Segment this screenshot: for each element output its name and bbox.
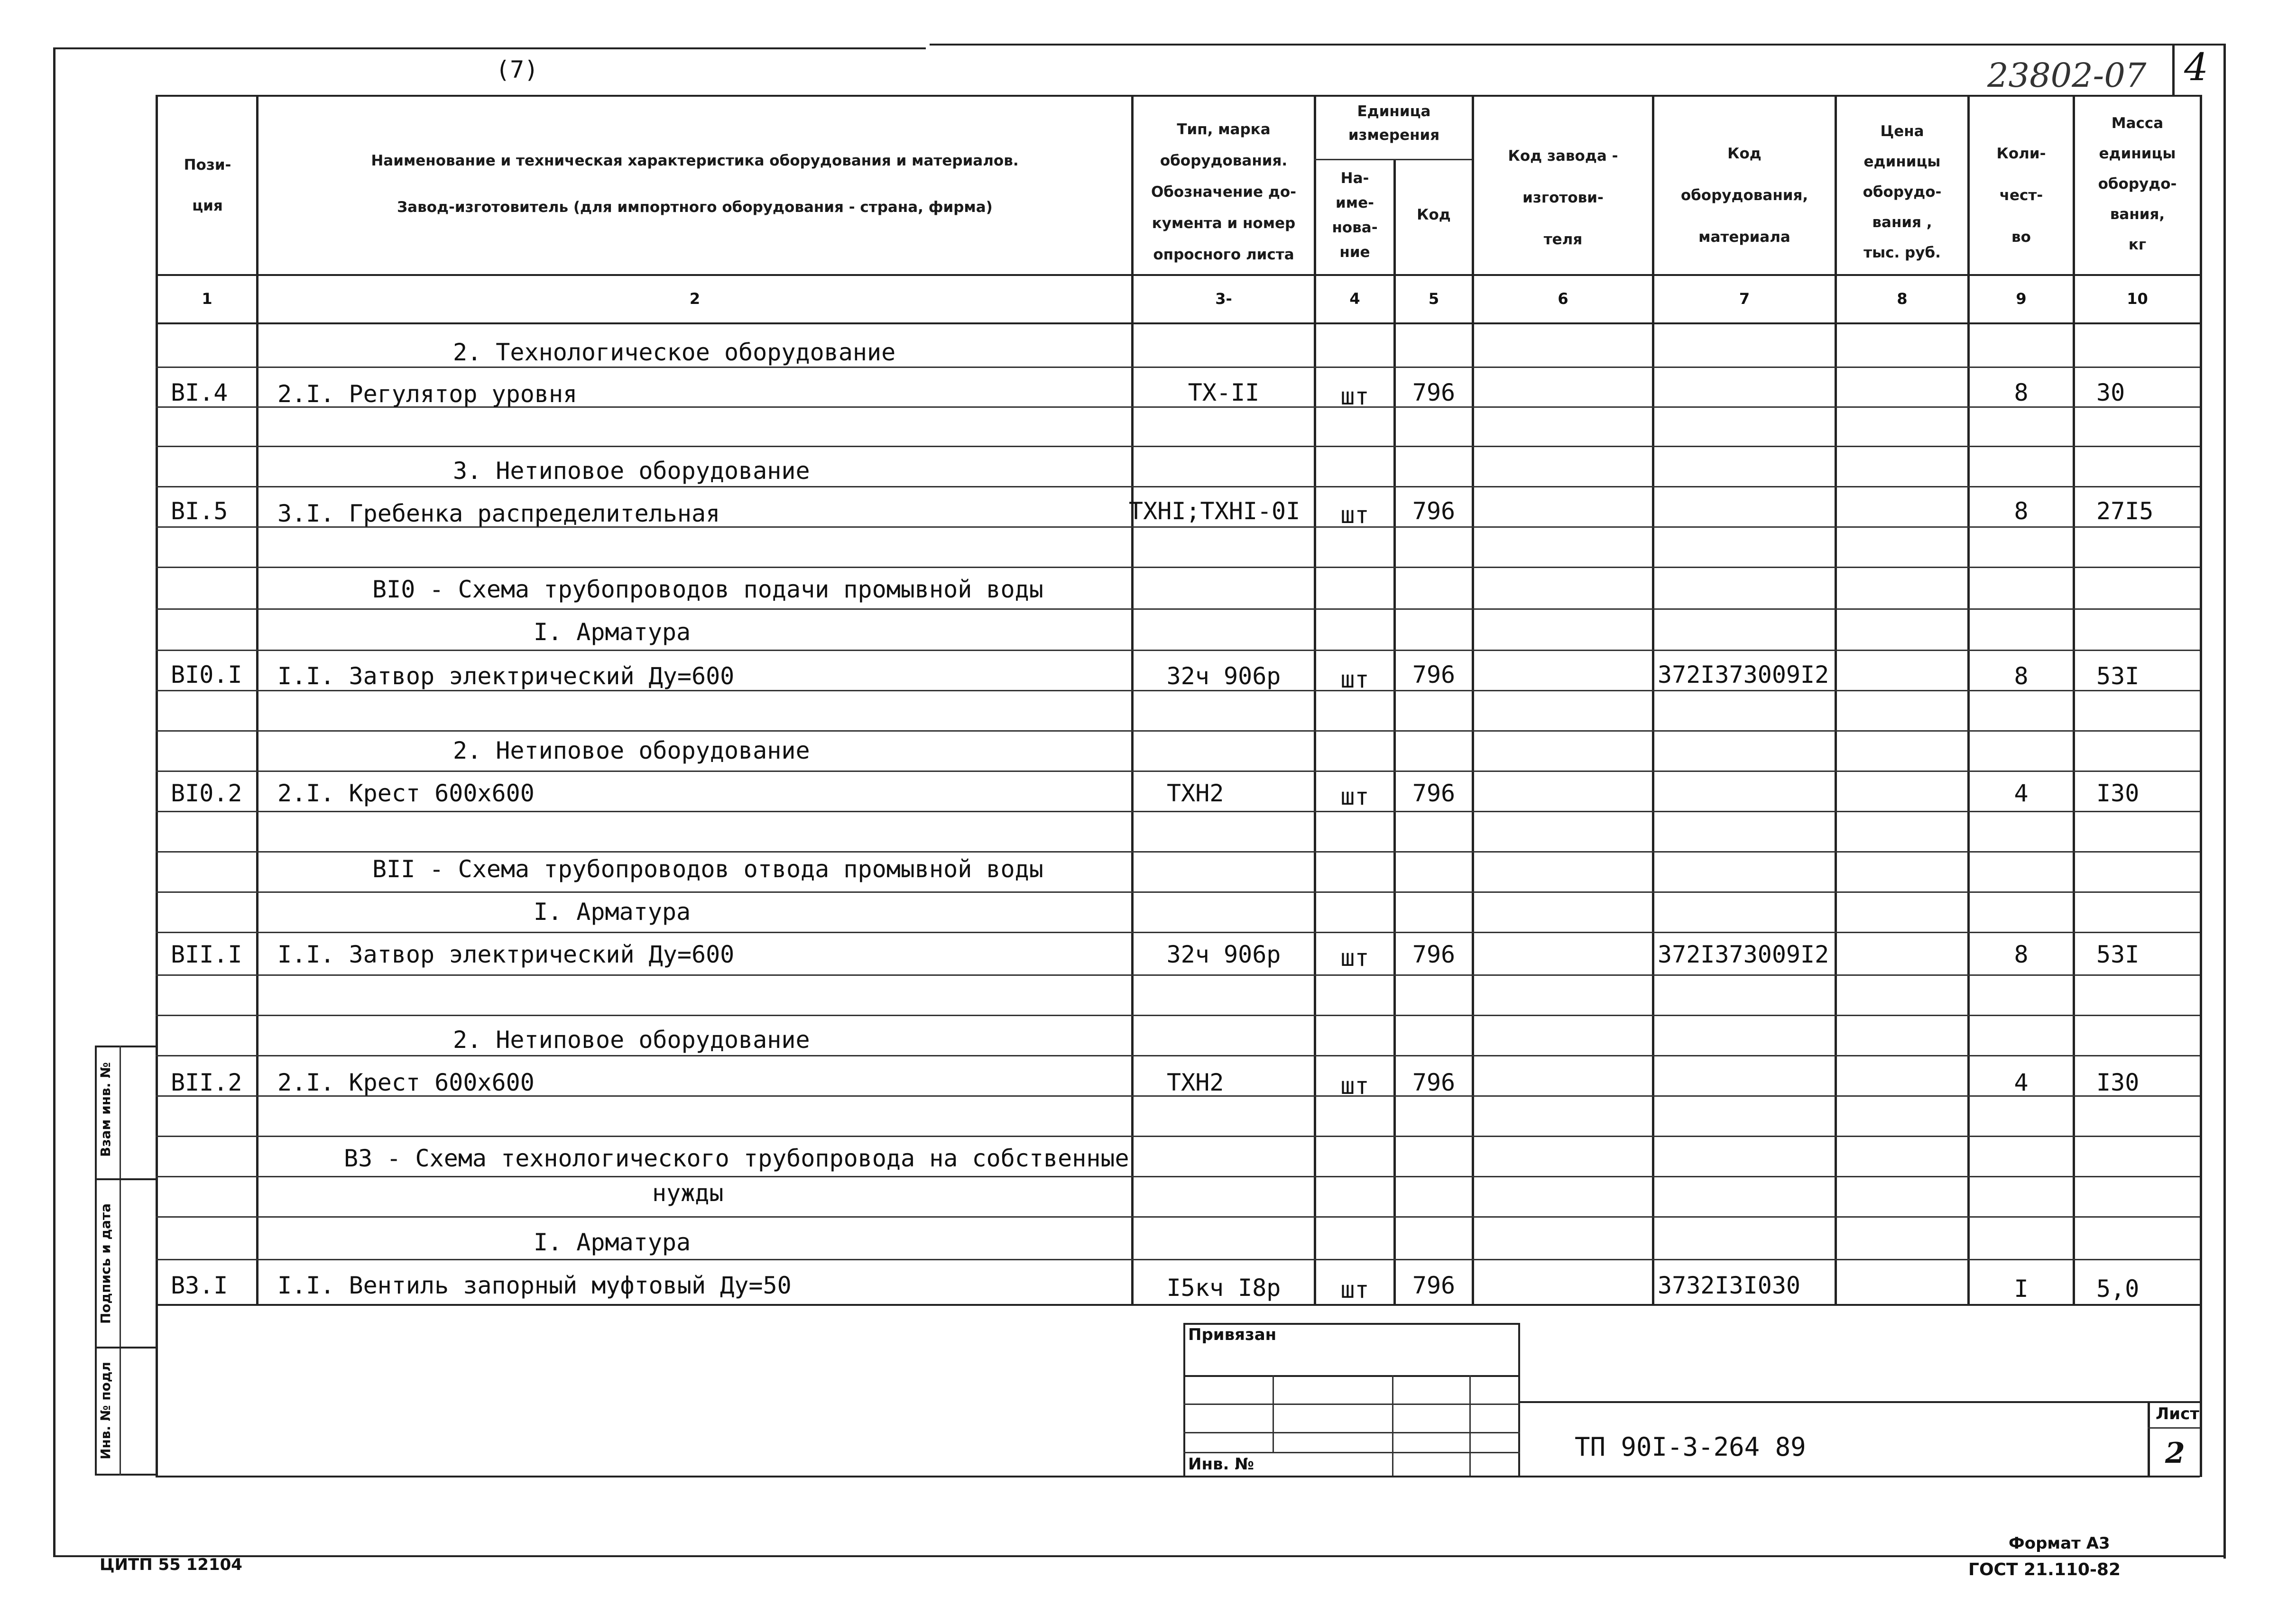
column-number-10: 10 xyxy=(2127,290,2148,308)
row-line xyxy=(156,974,2200,976)
col-sep-9 xyxy=(2073,95,2075,1304)
section-heading: ВI0 - Схема трубопроводов подачи промывной воды xyxy=(372,576,1043,603)
sheet-bottom-line xyxy=(156,1476,2200,1477)
header-col10-line1: Масса xyxy=(2111,115,2164,132)
section-heading: I. Арматура xyxy=(534,618,691,646)
section-heading: ВII - Схема трубопроводов отвода промывной воды xyxy=(372,855,1043,883)
frame-top-line xyxy=(53,47,926,49)
side-strip-divider xyxy=(120,1046,121,1476)
section-heading: 2. Нетиповое оборудование xyxy=(453,1026,810,1054)
table-row-code: 796 xyxy=(1412,780,1456,807)
row-line xyxy=(156,367,2200,368)
row-line xyxy=(156,1216,2200,1218)
header-col2-line2: Завод-изготовитель (для импортного оборудования - страна, фирма) xyxy=(397,199,993,216)
column-number-7: 7 xyxy=(1739,290,1750,308)
column-number-6: 6 xyxy=(1558,290,1568,308)
colnum-bottom-line xyxy=(156,322,2200,324)
row-line xyxy=(156,1259,2200,1260)
row-line xyxy=(156,1176,2200,1177)
col-sep-3 xyxy=(1314,95,1316,1304)
table-row-position: ВII.I xyxy=(171,941,242,968)
side-strip-line xyxy=(95,1178,156,1180)
column-number-9: 9 xyxy=(2016,290,2027,308)
section-heading: 2. Нетиповое оборудование xyxy=(453,737,810,764)
row-line xyxy=(156,1015,2200,1016)
doc-code: ТП 90I-3-264 89 xyxy=(1575,1432,1806,1462)
sheet-corner-number: 4 xyxy=(2184,45,2208,89)
section-heading: I. Арматура xyxy=(534,898,691,926)
handwritten-doc-number: 23802-07 xyxy=(1987,56,2147,95)
table-row-type: ТХН2 xyxy=(1167,780,1224,807)
footer-left: ЦИТП 55 12104 xyxy=(100,1555,242,1574)
row-line xyxy=(156,608,2200,610)
table-row-unit: шт xyxy=(1340,783,1369,810)
col-sep-7 xyxy=(1835,95,1837,1304)
table-row-code: 796 xyxy=(1412,1069,1456,1096)
col-sep-5 xyxy=(1472,95,1474,1304)
header-col4-line3: нова- xyxy=(1332,219,1378,236)
table-row-position: ВII.2 xyxy=(171,1069,242,1096)
table-row-mass: I30 xyxy=(2096,780,2140,807)
table-row-equip-code: 372I373009I2 xyxy=(1658,661,1829,688)
column-number-1: 1 xyxy=(202,290,212,308)
table-row-type: I5кч I8р xyxy=(1166,1274,1281,1302)
table-row-qty: 8 xyxy=(2014,497,2029,525)
header-col10-line5: кг xyxy=(2128,236,2147,253)
header-col10-line2: единицы xyxy=(2099,145,2176,162)
header-col6-line3: теля xyxy=(1543,231,1583,248)
row-line xyxy=(156,1055,2200,1056)
table-row-unit: шт xyxy=(1340,1072,1369,1100)
page-marker: (7) xyxy=(496,56,539,83)
frame-left-line xyxy=(53,47,55,1555)
header-col10-line4: вания, xyxy=(2110,206,2165,223)
header-col2-line1: Наименование и техническая характеристика оборудования и материалов. xyxy=(371,152,1019,169)
table-row-name: 2.I. Крест 600х600 xyxy=(277,780,535,807)
table-row-name: I.I. Затвор электрический Ду=600 xyxy=(277,662,735,690)
row-line xyxy=(156,771,2200,772)
table-row-type: 32ч 906р xyxy=(1166,941,1281,968)
section-heading: 3. Нетиповое оборудование xyxy=(453,457,810,485)
header-col4-line4: ние xyxy=(1339,244,1370,261)
table-row-type: ТХН2 xyxy=(1167,1069,1224,1096)
side-label-podpis: Подпись и дата xyxy=(98,1203,113,1324)
header-col8-line3: оборудо- xyxy=(1863,184,1942,201)
corner-box-line xyxy=(2172,44,2175,95)
header-col3-line1: Тип, марка xyxy=(1177,121,1271,138)
table-row-unit: шт xyxy=(1340,666,1369,693)
header-col10 xyxy=(2075,108,2200,260)
col-sep-8 xyxy=(1967,95,1970,1304)
table-row-name: 2.I. Крест 600х600 xyxy=(277,1069,535,1096)
table-row-mass: 27I5 xyxy=(2096,497,2154,525)
table-row-mass: 5,0 xyxy=(2096,1275,2140,1303)
table-row-name: I.I. Вентиль запорный муфтовый Ду=50 xyxy=(277,1272,792,1299)
table-row-qty: 8 xyxy=(2014,941,2029,968)
header-col1-line2: ция xyxy=(192,197,223,214)
header-col7-line1: Код xyxy=(1727,145,1762,162)
footer-format: Формат А3 xyxy=(2009,1534,2110,1553)
table-row-code: 796 xyxy=(1412,497,1456,525)
doc-code-top-line xyxy=(1520,1401,2200,1403)
row-line xyxy=(156,1136,2200,1137)
header-col6 xyxy=(1474,135,1652,260)
header-col7-line3: материала xyxy=(1698,229,1790,246)
side-strip-line xyxy=(95,1347,156,1349)
header-col3-line5: опросного листа xyxy=(1153,246,1294,263)
section-heading: В3 - Схема технологического трубопровода на собственные xyxy=(344,1145,1129,1172)
table-row-type: ТХ-II xyxy=(1188,379,1260,406)
column-number-3: 3- xyxy=(1215,290,1232,308)
table-row-name: 2.I. Регулятор уровня xyxy=(277,380,578,408)
row-line xyxy=(156,690,2200,691)
header-col1-line1: Пози- xyxy=(184,156,231,174)
header-unit xyxy=(1316,100,1472,147)
sheet-number: 2 xyxy=(2165,1437,2185,1470)
table-row-qty: 4 xyxy=(2014,780,2029,807)
sheet-label: Лист xyxy=(2156,1404,2199,1423)
table-row-type: 32ч 906р xyxy=(1166,662,1281,690)
header-col8-line2: единицы xyxy=(1863,153,1941,170)
table-top-line xyxy=(156,95,2200,97)
header-col6-line2: изготови- xyxy=(1522,189,1604,206)
table-row-name: 3.I. Гребенка распределительная xyxy=(277,500,720,527)
header-unit-line2: измерения xyxy=(1348,127,1440,144)
column-number-2: 2 xyxy=(689,290,701,308)
row-line xyxy=(156,891,2200,893)
section-heading: 2. Технологическое оборудование xyxy=(453,339,896,366)
table-row-equip-code: 3732I3I030 xyxy=(1658,1272,1801,1299)
row-line xyxy=(156,650,2200,651)
stamp-inv-no: Инв. № xyxy=(1188,1455,1254,1474)
section-heading: I. Арматура xyxy=(534,1229,691,1256)
table-row-equip-code: 372I373009I2 xyxy=(1658,941,1829,968)
header-col7-line2: оборудования, xyxy=(1680,187,1808,204)
table-row-unit: шт xyxy=(1340,1276,1369,1303)
header-col3-line2: оборудования. xyxy=(1160,152,1288,169)
header-col9-line3: во xyxy=(2011,229,2031,246)
table-row-position: В3.I xyxy=(171,1272,228,1299)
column-number-8: 8 xyxy=(1897,290,1908,308)
header-col3-line3: Обозначение до- xyxy=(1151,184,1297,201)
table-row-mass: 30 xyxy=(2096,379,2125,406)
header-col7 xyxy=(1654,133,1835,258)
header-col9-line2: чест- xyxy=(1999,187,2043,204)
header-col10-line3: оборудо- xyxy=(2098,175,2177,193)
col-sep-6 xyxy=(1652,95,1654,1304)
side-label-vzam: Взам инв. № xyxy=(98,1062,113,1157)
table-row-qty: 8 xyxy=(2014,379,2029,406)
table-bottom-line xyxy=(156,1304,2200,1306)
header-col9-line1: Коли- xyxy=(1996,145,2046,162)
header-col4-line1: На- xyxy=(1340,170,1369,187)
header-col4 xyxy=(1316,166,1393,265)
stamp-col-line xyxy=(1273,1375,1274,1452)
header-col5: Код xyxy=(1417,206,1451,223)
frame-bottom-line xyxy=(53,1555,2225,1557)
row-line xyxy=(156,851,2200,853)
row-line xyxy=(156,567,2200,568)
table-row-qty: I xyxy=(2014,1275,2029,1303)
stamp-col-line xyxy=(1469,1375,1471,1476)
header-col8-line4: вания , xyxy=(1872,214,1932,231)
frame-top-line-right xyxy=(930,44,2224,46)
table-row-name: I.I. Затвор электрический Ду=600 xyxy=(277,941,735,968)
side-label-inv-podl: Инв. № подл xyxy=(98,1361,113,1460)
footer-gost: ГОСТ 21.110-82 xyxy=(1968,1560,2121,1579)
table-row-mass: I30 xyxy=(2096,1069,2140,1096)
stamp-privyazan: Привязан xyxy=(1188,1325,1277,1344)
header-col3 xyxy=(1134,114,1314,270)
stamp-col-line xyxy=(1392,1375,1393,1476)
sheet-label-line xyxy=(2148,1401,2150,1476)
table-row-code: 796 xyxy=(1412,1272,1456,1299)
section-heading: нужды xyxy=(652,1179,724,1207)
header-col8 xyxy=(1837,116,1967,268)
column-number-4: 4 xyxy=(1349,290,1360,308)
header-col1 xyxy=(159,145,256,226)
table-row-code: 796 xyxy=(1412,661,1456,688)
table-row-position: ВI0.2 xyxy=(171,780,242,807)
header-unit-line1: Единица xyxy=(1357,103,1431,120)
table-row-code: 796 xyxy=(1412,941,1456,968)
header-col8-line5: тыс. руб. xyxy=(1863,244,1941,261)
sheet-label-divider xyxy=(2148,1427,2200,1429)
table-row-code: 796 xyxy=(1412,379,1456,406)
table-row-unit: шт xyxy=(1340,383,1369,410)
col-sep-1 xyxy=(256,95,258,1304)
table-row-qty: 8 xyxy=(2014,662,2029,690)
col-sep-2 xyxy=(1131,95,1134,1304)
unit-subheader-line xyxy=(1314,159,1472,160)
table-row-position: ВI.5 xyxy=(171,497,228,525)
row-line xyxy=(156,730,2200,732)
row-line xyxy=(156,932,2200,933)
header-col6-line1: Код завода - xyxy=(1508,147,1618,165)
table-row-position: ВI.4 xyxy=(171,379,228,406)
header-col9 xyxy=(1970,133,2073,258)
table-row-mass: 53I xyxy=(2096,941,2140,968)
header-col4-line2: име- xyxy=(1336,194,1374,211)
column-number-5: 5 xyxy=(1428,290,1439,308)
table-row-unit: шт xyxy=(1340,501,1369,529)
table-row-position: ВI0.I xyxy=(171,661,242,688)
header-col8-line1: Цена xyxy=(1880,123,1924,140)
table-row-unit: шт xyxy=(1340,944,1369,972)
header-col3-line4: кумента и номер xyxy=(1152,215,1296,232)
header-bottom-line xyxy=(156,274,2200,276)
row-line xyxy=(156,446,2200,447)
table-row-mass: 53I xyxy=(2096,662,2140,690)
frame-right-line xyxy=(2223,44,2226,1559)
header-col2 xyxy=(258,138,1131,230)
table-right-line xyxy=(2200,95,2202,1477)
row-line xyxy=(156,486,2200,487)
table-row-type: ТХНI;ТХНI-0I xyxy=(1129,497,1301,525)
table-row-qty: 4 xyxy=(2014,1069,2029,1096)
row-line xyxy=(156,811,2200,812)
